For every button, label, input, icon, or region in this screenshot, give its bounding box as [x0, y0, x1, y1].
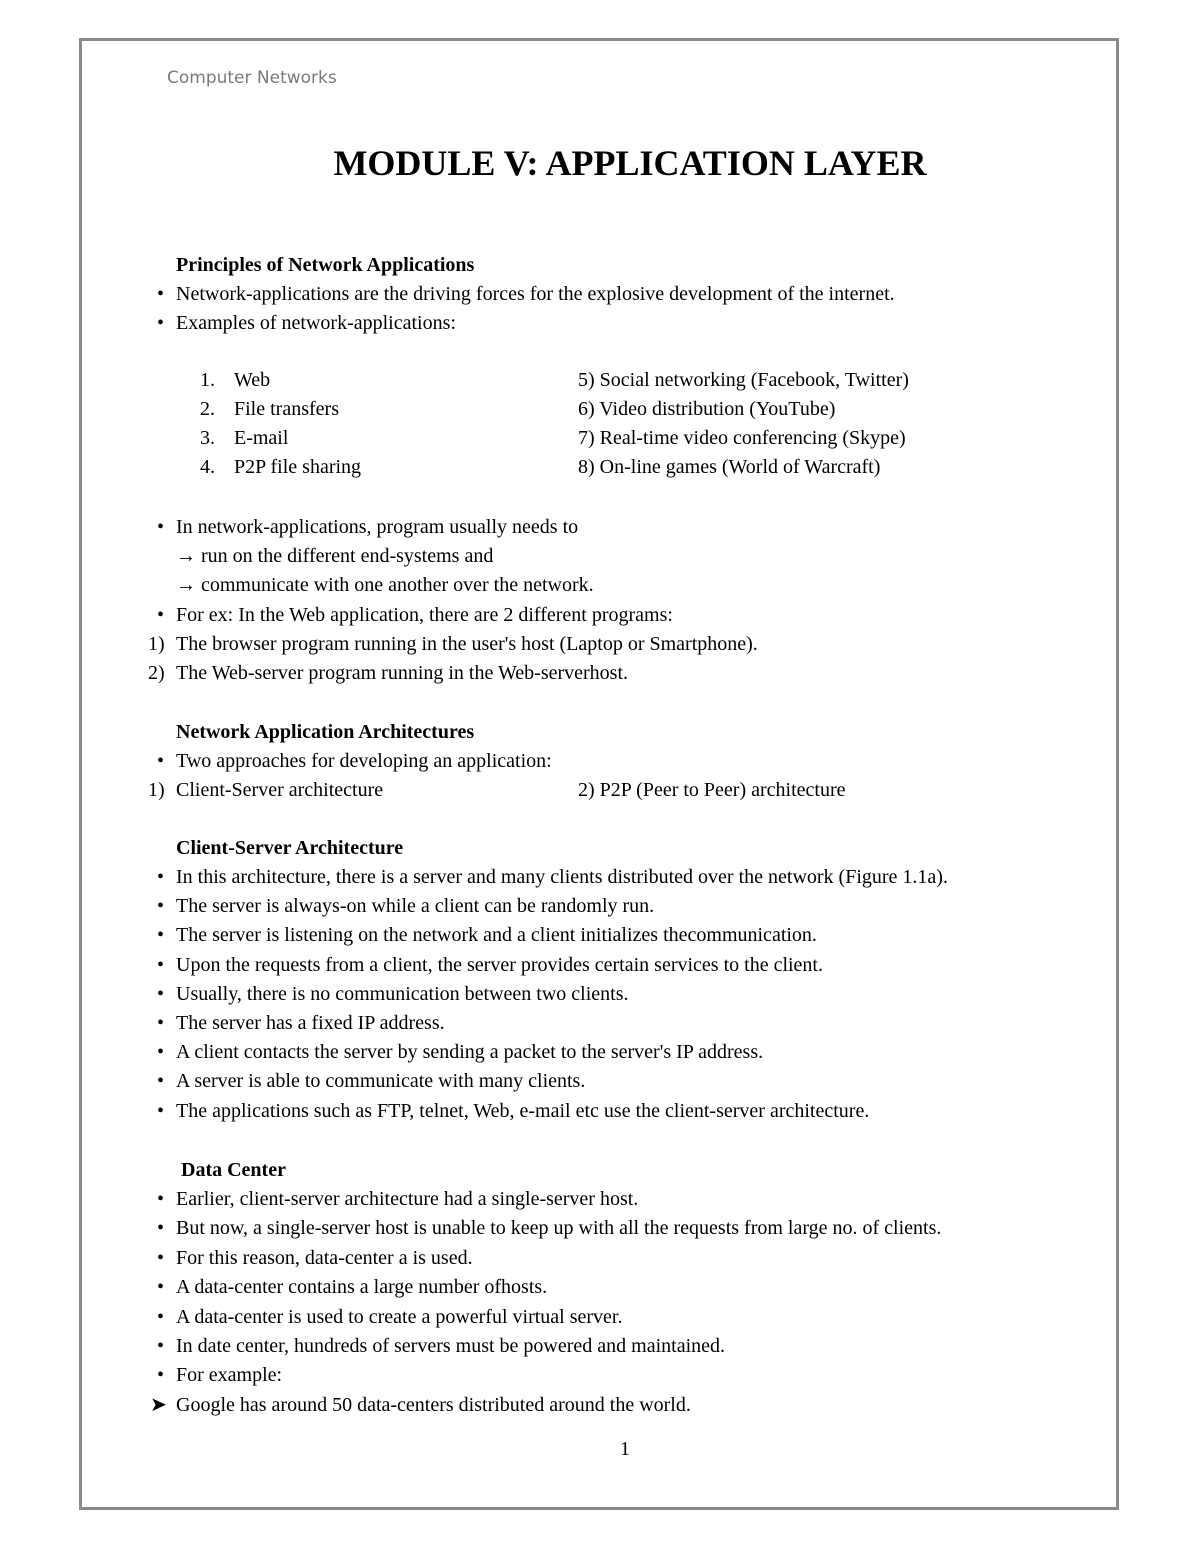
- bullet-text: A data-center is used to create a powerful virtual server.: [176, 1305, 623, 1328]
- bullet-marker: •: [157, 1099, 165, 1122]
- bullet-text: In network-applications, program usually needs to: [176, 516, 579, 538]
- item-text: The browser program running in the user's host (Laptop or Smartphone).: [176, 633, 758, 655]
- arrow-text: → communicate with one another over the network.: [176, 574, 594, 596]
- bullet-text: Upon the requests from a client, the server provides certain services to the client.: [176, 953, 823, 976]
- bullet-text: For example:: [176, 1364, 283, 1387]
- bullet-marker: •: [157, 1041, 165, 1064]
- bullet-marker: •: [157, 1276, 165, 1299]
- bullet-text: The applications such as FTP, telnet, Web, e-mail etc use the client-server architecture.: [176, 1099, 870, 1122]
- example-right: 5) Social networking (Facebook, Twitter): [578, 369, 909, 391]
- bullet-marker: •: [157, 1217, 165, 1240]
- bullet-text: In this architecture, there is a server and many clients distributed over the network (Figure 1.1a).: [176, 866, 948, 888]
- example-right: 6) Video distribution (YouTube): [578, 398, 836, 420]
- bullet-text: Network-applications are the driving forces for the explosive development of the internet.: [176, 283, 895, 305]
- bullet-text: A client contacts the server by sending a packet to the server's IP address.: [176, 1041, 764, 1064]
- section-heading-data-center: Data Center: [181, 1159, 286, 1181]
- example-text: Web: [234, 369, 271, 391]
- running-header: Computer Networks: [167, 68, 337, 88]
- example-num: 2.: [200, 398, 215, 420]
- bullet-marker: •: [157, 1246, 165, 1269]
- page-title: MODULE V: APPLICATION LAYER: [333, 143, 927, 183]
- bullet-marker: •: [157, 604, 165, 626]
- arrow-text: → run on the different end-systems and: [176, 545, 494, 567]
- bullet-marker: •: [157, 866, 165, 888]
- item-text: Client-Server architecture: [176, 779, 384, 801]
- bullet-marker: •: [157, 1364, 165, 1387]
- section-heading-architectures: Network Application Architectures: [176, 721, 475, 743]
- bullet-marker: •: [157, 750, 165, 772]
- example-right: 8) On-line games (World of Warcraft): [578, 456, 881, 478]
- bullet-text: But now, a single-server host is unable to keep up with all the requests from large no. of clients.: [176, 1217, 942, 1240]
- arrowhead-icon: ➤: [150, 1394, 167, 1416]
- bullet-marker: •: [157, 516, 165, 538]
- example-text: File transfers: [234, 398, 339, 420]
- item-text-right: 2) P2P (Peer to Peer) architecture: [578, 779, 846, 801]
- example-right: 7) Real-time video conferencing (Skype): [578, 427, 906, 449]
- bullet-marker: •: [157, 312, 165, 334]
- bullet-marker: •: [157, 982, 165, 1005]
- bullet-marker: •: [157, 895, 165, 918]
- item-number: 2): [148, 662, 165, 684]
- bullet-text: A data-center contains a large number ofhosts.: [176, 1276, 548, 1299]
- example-text: E-mail: [234, 427, 289, 449]
- bullet-text: For ex: In the Web application, there are 2 different programs:: [176, 604, 673, 626]
- bullet-marker: •: [157, 1070, 165, 1093]
- bullet-text: The server is listening on the network and a client initializes thecommunication.: [176, 924, 817, 947]
- bullet-text: Usually, there is no communication between two clients.: [176, 982, 629, 1005]
- section-heading-client-server: Client-Server Architecture: [176, 837, 404, 859]
- example-num: 4.: [200, 456, 215, 478]
- bullet-text: The server is always-on while a client can be randomly run.: [176, 895, 655, 918]
- bullet-text: Earlier, client-server architecture had a single-server host.: [176, 1188, 639, 1210]
- example-text: P2P file sharing: [234, 456, 362, 478]
- bullet-marker: •: [157, 283, 165, 305]
- bullet-marker: •: [157, 1012, 165, 1034]
- item-text: The Web-server program running in the Web-serverhost.: [176, 662, 629, 684]
- bullet-text: In date center, hundreds of servers must be powered and maintained.: [176, 1335, 726, 1357]
- bullet-marker: •: [157, 953, 165, 976]
- page-number: 1: [620, 1438, 630, 1460]
- bullet-text: Two approaches for developing an application:: [176, 750, 552, 772]
- item-number: 1): [148, 779, 165, 801]
- item-text: Google has around 50 data-centers distributed around the world.: [176, 1394, 691, 1416]
- section-heading-principles: Principles of Network Applications: [176, 254, 475, 276]
- bullet-marker: •: [157, 924, 165, 947]
- bullet-marker: •: [157, 1305, 165, 1328]
- item-number: 1): [148, 633, 165, 655]
- example-num: 1.: [200, 369, 215, 391]
- bullet-text: The server has a fixed IP address.: [176, 1012, 445, 1034]
- bullet-marker: •: [157, 1335, 165, 1357]
- bullet-text: For this reason, data-center a is used.: [176, 1246, 473, 1269]
- bullet-text: A server is able to communicate with many clients.: [176, 1070, 586, 1093]
- bullet-text: Examples of network-applications:: [176, 312, 456, 334]
- example-num: 3.: [200, 427, 215, 449]
- bullet-marker: •: [157, 1188, 165, 1210]
